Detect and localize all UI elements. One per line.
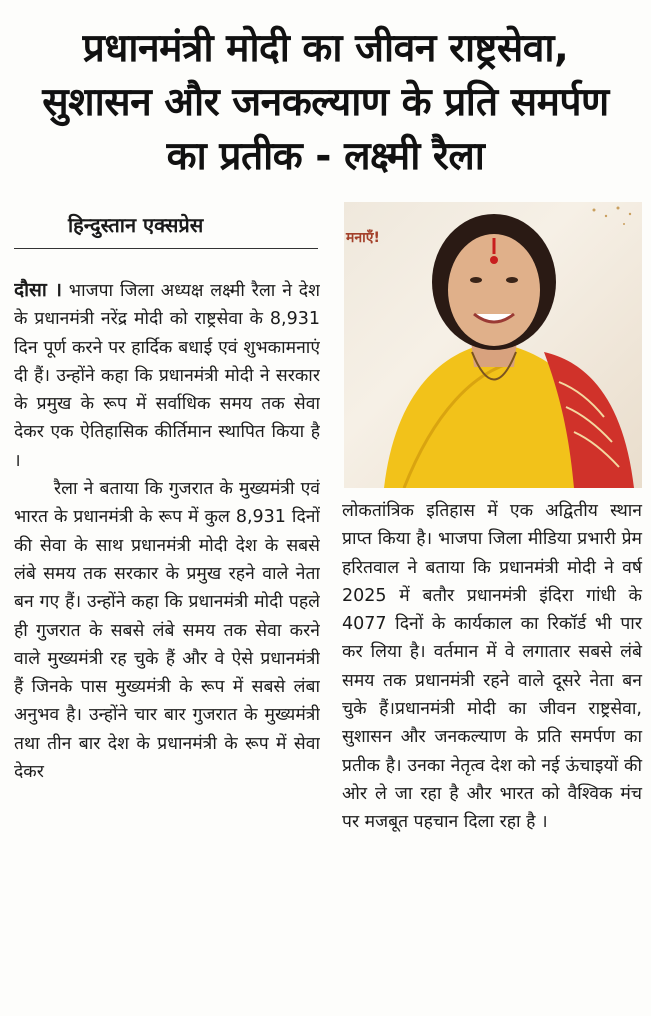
article-column-2	[342, 497, 642, 837]
headline-line-1: प्रधानमंत्री मोदी का जीवन राष्ट्रसेवा,	[82, 26, 569, 71]
article-column-1	[14, 276, 320, 1016]
dateline: दौसा ।	[14, 279, 62, 301]
portrait-illustration	[344, 202, 642, 488]
headline-line-2: सुशासन और जनकल्याण के प्रति समर्पण	[42, 80, 609, 125]
article-paragraph-2: रैला ने बताया कि गुजरात के मुख्यमंत्री एवं भारत के प्रधानमंत्री के रूप में कुल 8,931 दिनों की सेवा के साथ प्रधानमंत्री मोदी देश के सबसे लंबे समय तक सरकार के प्रमुख रहने वाले नेता बन गए हैं। उन्होंने कहा कि प्रधानमंत्री मोदी पहले ही गुजरात के सबसे लंबे समय तक सेवा करने वाले मुख्यमंत्री रह चुके हैं और वे ऐसे प्रधानमंत्री हैं जिनके पास मुख्यमंत्री के रूप में सबसे लंबा अनुभव है। उन्होंने चार बार गुजरात के मुख्यमंत्री तथा तीन बार देश के प्रधानमंत्री के रूप में सेवा देकर	[14, 479, 320, 783]
byline: हिन्दुस्तान एक्सप्रेस	[68, 213, 204, 237]
article-paragraph-3: लोकतांत्रिक इतिहास में एक अद्वितीय स्थान प्राप्त किया है। भाजपा जिला मीडिया प्रभारी प्रेम हरितवाल ने बताया कि प्रधानमंत्री मोदी ने वर्ष 2025 में बतौर प्रधानमंत्री इंदिरा गांधी के 4077 दिनों के कार्यकाल का रिकॉर्ड भी पार कर लिया है। वर्तमान में वे लगातार सबसे लंबे समय तक प्रधानमंत्री रहने वाले दूसरे नेता बन चुके हैं।प्रधानमंत्री मोदी का जीवन राष्ट्रसेवा, सुशासन और जनकल्याण के प्रति समर्पण का प्रतीक है। उनका नेतृत्व देश को नई ऊंचाइयों की ओर ले जा रहा है और भारत को वैश्विक मंच पर मजबूत पहचान दिला रहा है ।	[342, 501, 642, 833]
paragraph-1-text: भाजपा जिला अध्यक्ष लक्ष्मी रैला ने देश के प्रधानमंत्री नरेंद्र मोदी को राष्ट्रसेवा के 8,931 दिन पूर्ण करने पर हार्दिक बधाई एवं शुभकामनाएं दी हैं। उन्होंने कहा कि प्रधानमंत्री मोदी ने सरकार के प्रमुख के रूप में सर्वाधिक समय तक सेवा देकर एक ऐतिहासिक कीर्तिमान स्थापित किया है ।	[14, 281, 320, 471]
headline-line-3: का प्रतीक - लक्ष्मी रैला	[166, 134, 485, 179]
headline	[10, 22, 641, 184]
article-paragraph-1	[14, 276, 320, 475]
photo-banner-text: मनाएँ!	[346, 230, 380, 246]
byline-block	[14, 208, 318, 249]
portrait-photo	[344, 202, 642, 488]
